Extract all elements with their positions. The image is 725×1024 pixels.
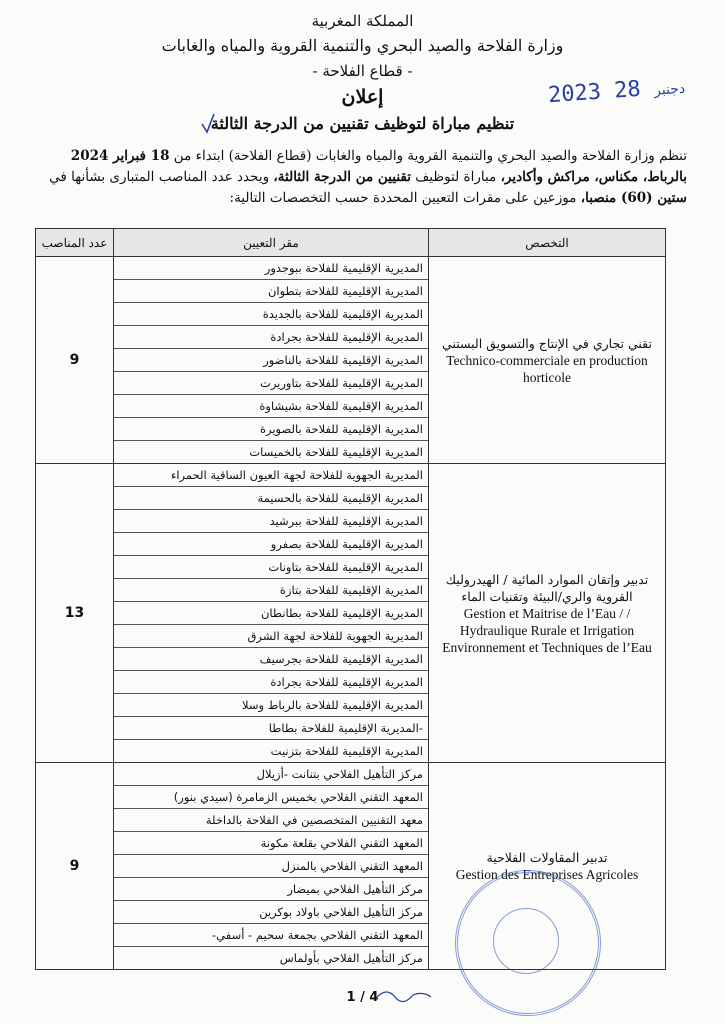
location-item: معهد التقنيين المتخصصين في الفلاحة بالداخلة — [114, 809, 428, 832]
intro-text-4: ويحدد عدد المناصب المتبارى بشأنها في — [49, 169, 274, 185]
location-item: المديرية الإقليمية للفلاحة بالناضور — [114, 349, 428, 372]
specialty-arabic: تقني تجاري في الإنتاج والتسويق البستني — [442, 335, 652, 351]
specialty-cell — [429, 257, 666, 464]
positions-table-wrapper — [35, 228, 665, 970]
intro-text-1: تنظم وزارة الفلاحة والصيد البحري والتنمية القروية والمياه والغابات (قطاع الفلاحة) ابتداء من — [169, 148, 687, 164]
location-item: المديرية الإقليمية للفلاحة بتاوريرت — [114, 372, 428, 395]
location-item: المديرية الإقليمية للفلاحة بالرباط وسلا — [114, 694, 428, 717]
intro-paragraph — [38, 146, 687, 209]
date-day: 28 — [613, 76, 642, 104]
location-item: المعهد التقني الفلاحي بجمعة سحيم - أسفي- — [114, 924, 428, 947]
location-item: المديرية الإقليمية للفلاحة بالصويرة — [114, 418, 428, 441]
intro-cities: بالرباط، مكناس، مراكش وأكادير، — [500, 169, 687, 185]
locations-cell — [114, 257, 429, 464]
intro-text-3: مباراة لتوظيف — [410, 169, 501, 185]
location-item: المديرية الإقليمية للفلاحة بتازة — [114, 579, 428, 602]
specialty-arabic: تدبير المقاولات الفلاحية — [486, 850, 608, 865]
location-item: المديرية الإقليمية للفلاحة بشيشاوة — [114, 395, 428, 418]
location-item: المديرية الإقليمية للفلاحة بجرادة — [114, 671, 428, 694]
positions-count: 13 — [36, 464, 114, 763]
sector-title: - قطاع الفلاحة - — [312, 62, 413, 80]
header-specialty: التخصص — [429, 229, 666, 257]
table-row — [36, 464, 666, 763]
specialty-french: Gestion des Entreprises Agricoles — [455, 867, 639, 882]
positions-count: 9 — [36, 257, 114, 464]
header-count: عدد المناصب — [36, 229, 114, 257]
location-item: مركز التأهيل الفلاحي بأولماس — [279, 951, 423, 965]
positions-table — [35, 228, 666, 970]
positions-count: 9 — [36, 763, 114, 970]
date-year: 2023 — [547, 79, 602, 109]
location-item: المديرية الإقليمية للفلاحة بالخميسات — [249, 445, 423, 459]
intro-grade: تقنيين من الدرجة الثالثة، — [273, 169, 411, 185]
location-item: المعهد التقني الفلاحي بقلعة مكونة — [114, 832, 428, 855]
page-number: 1 / 4 — [346, 990, 379, 1005]
locations-cell — [114, 763, 429, 970]
location-item: المعهد التقني الفلاحي بخميس الزمامرة (سيدي بنور) — [114, 786, 428, 809]
date-month: دجنبر — [653, 80, 686, 99]
location-item: المديرية الإقليمية للفلاحة بتطوان — [114, 280, 428, 303]
location-item: المديرية الإقليمية للفلاحة بتزنيت — [270, 744, 423, 758]
location-item: مركز التأهيل الفلاحي باولاد بوكرين — [114, 901, 428, 924]
location-item: المديرية الإقليمية للفلاحة بالحسيمة — [114, 487, 428, 510]
seal-inner-ring — [493, 908, 559, 974]
location-item: مركز التأهيل الفلاحي بميضار — [114, 878, 428, 901]
table-body — [36, 257, 666, 970]
location-item: المديرية الإقليمية للفلاحة بطانطان — [114, 602, 428, 625]
specialty-cell — [429, 464, 666, 763]
location-item: المعهد التقني الفلاحي بالمنزل — [114, 855, 428, 878]
locations-cell — [114, 464, 429, 763]
location-item: المديرية الإقليمية للفلاحة بالجديدة — [114, 303, 428, 326]
location-item: المديرية الإقليمية للفلاحة بجرسيف — [114, 648, 428, 671]
location-item: المديرية الجهوية للفلاحة لجهة الشرق — [114, 625, 428, 648]
specialty-french: Technico-commerciale en production horticole — [446, 352, 648, 385]
table-row — [36, 257, 666, 464]
location-item: المديرية الإقليمية للفلاحة ببرشيد — [114, 510, 428, 533]
location-item: المديرية الإقليمية للفلاحة بتاونات — [114, 556, 428, 579]
location-item: المديرية الجهوية للفلاحة لجهة العيون الساقية الحمراء — [114, 464, 428, 487]
location-item: -المديرية الإقليمية للفلاحة بطاطا — [114, 717, 428, 740]
location-item: المديرية الإقليمية للفلاحة بجرادة — [114, 326, 428, 349]
kingdom-title: المملكة المغربية — [311, 12, 414, 30]
table-header-row — [36, 229, 666, 257]
location-item: المديرية الإقليمية للفلاحة بصفرو — [114, 533, 428, 556]
notice-title: إعلان — [341, 86, 384, 108]
intro-date: 18 فبراير 2024 — [70, 148, 170, 164]
location-item: المديرية الإقليمية للفلاحة ببوجدور — [114, 257, 428, 280]
ministry-title: وزارة الفلاحة والصيد البحري والتنمية القروية والمياه والغابات — [161, 36, 564, 55]
specialty-french: Gestion et Maitrise de l’Eau / / Hydraulique Rurale et Irrigation Environnement et Techniques de l’Eau — [442, 605, 652, 655]
intro-text-5: موزعين على مقرات التعيين المحددة حسب التخصصات التالية: — [229, 190, 581, 206]
specialty-arabic: تدبير وإتقان الموارد المائية / الهيدروليك القروية والري/البيئة وتقنيات الماء — [445, 571, 649, 604]
location-item: مركز التأهيل الفلاحي بتنانت -أزيلال — [114, 763, 428, 786]
notice-subject: تنظيم مباراة لتوظيف تقنيين من الدرجة الثالثة — [210, 114, 515, 133]
header-location: مقر التعيين — [114, 229, 429, 257]
intro-count: ستين (60) منصبا، — [580, 190, 687, 206]
